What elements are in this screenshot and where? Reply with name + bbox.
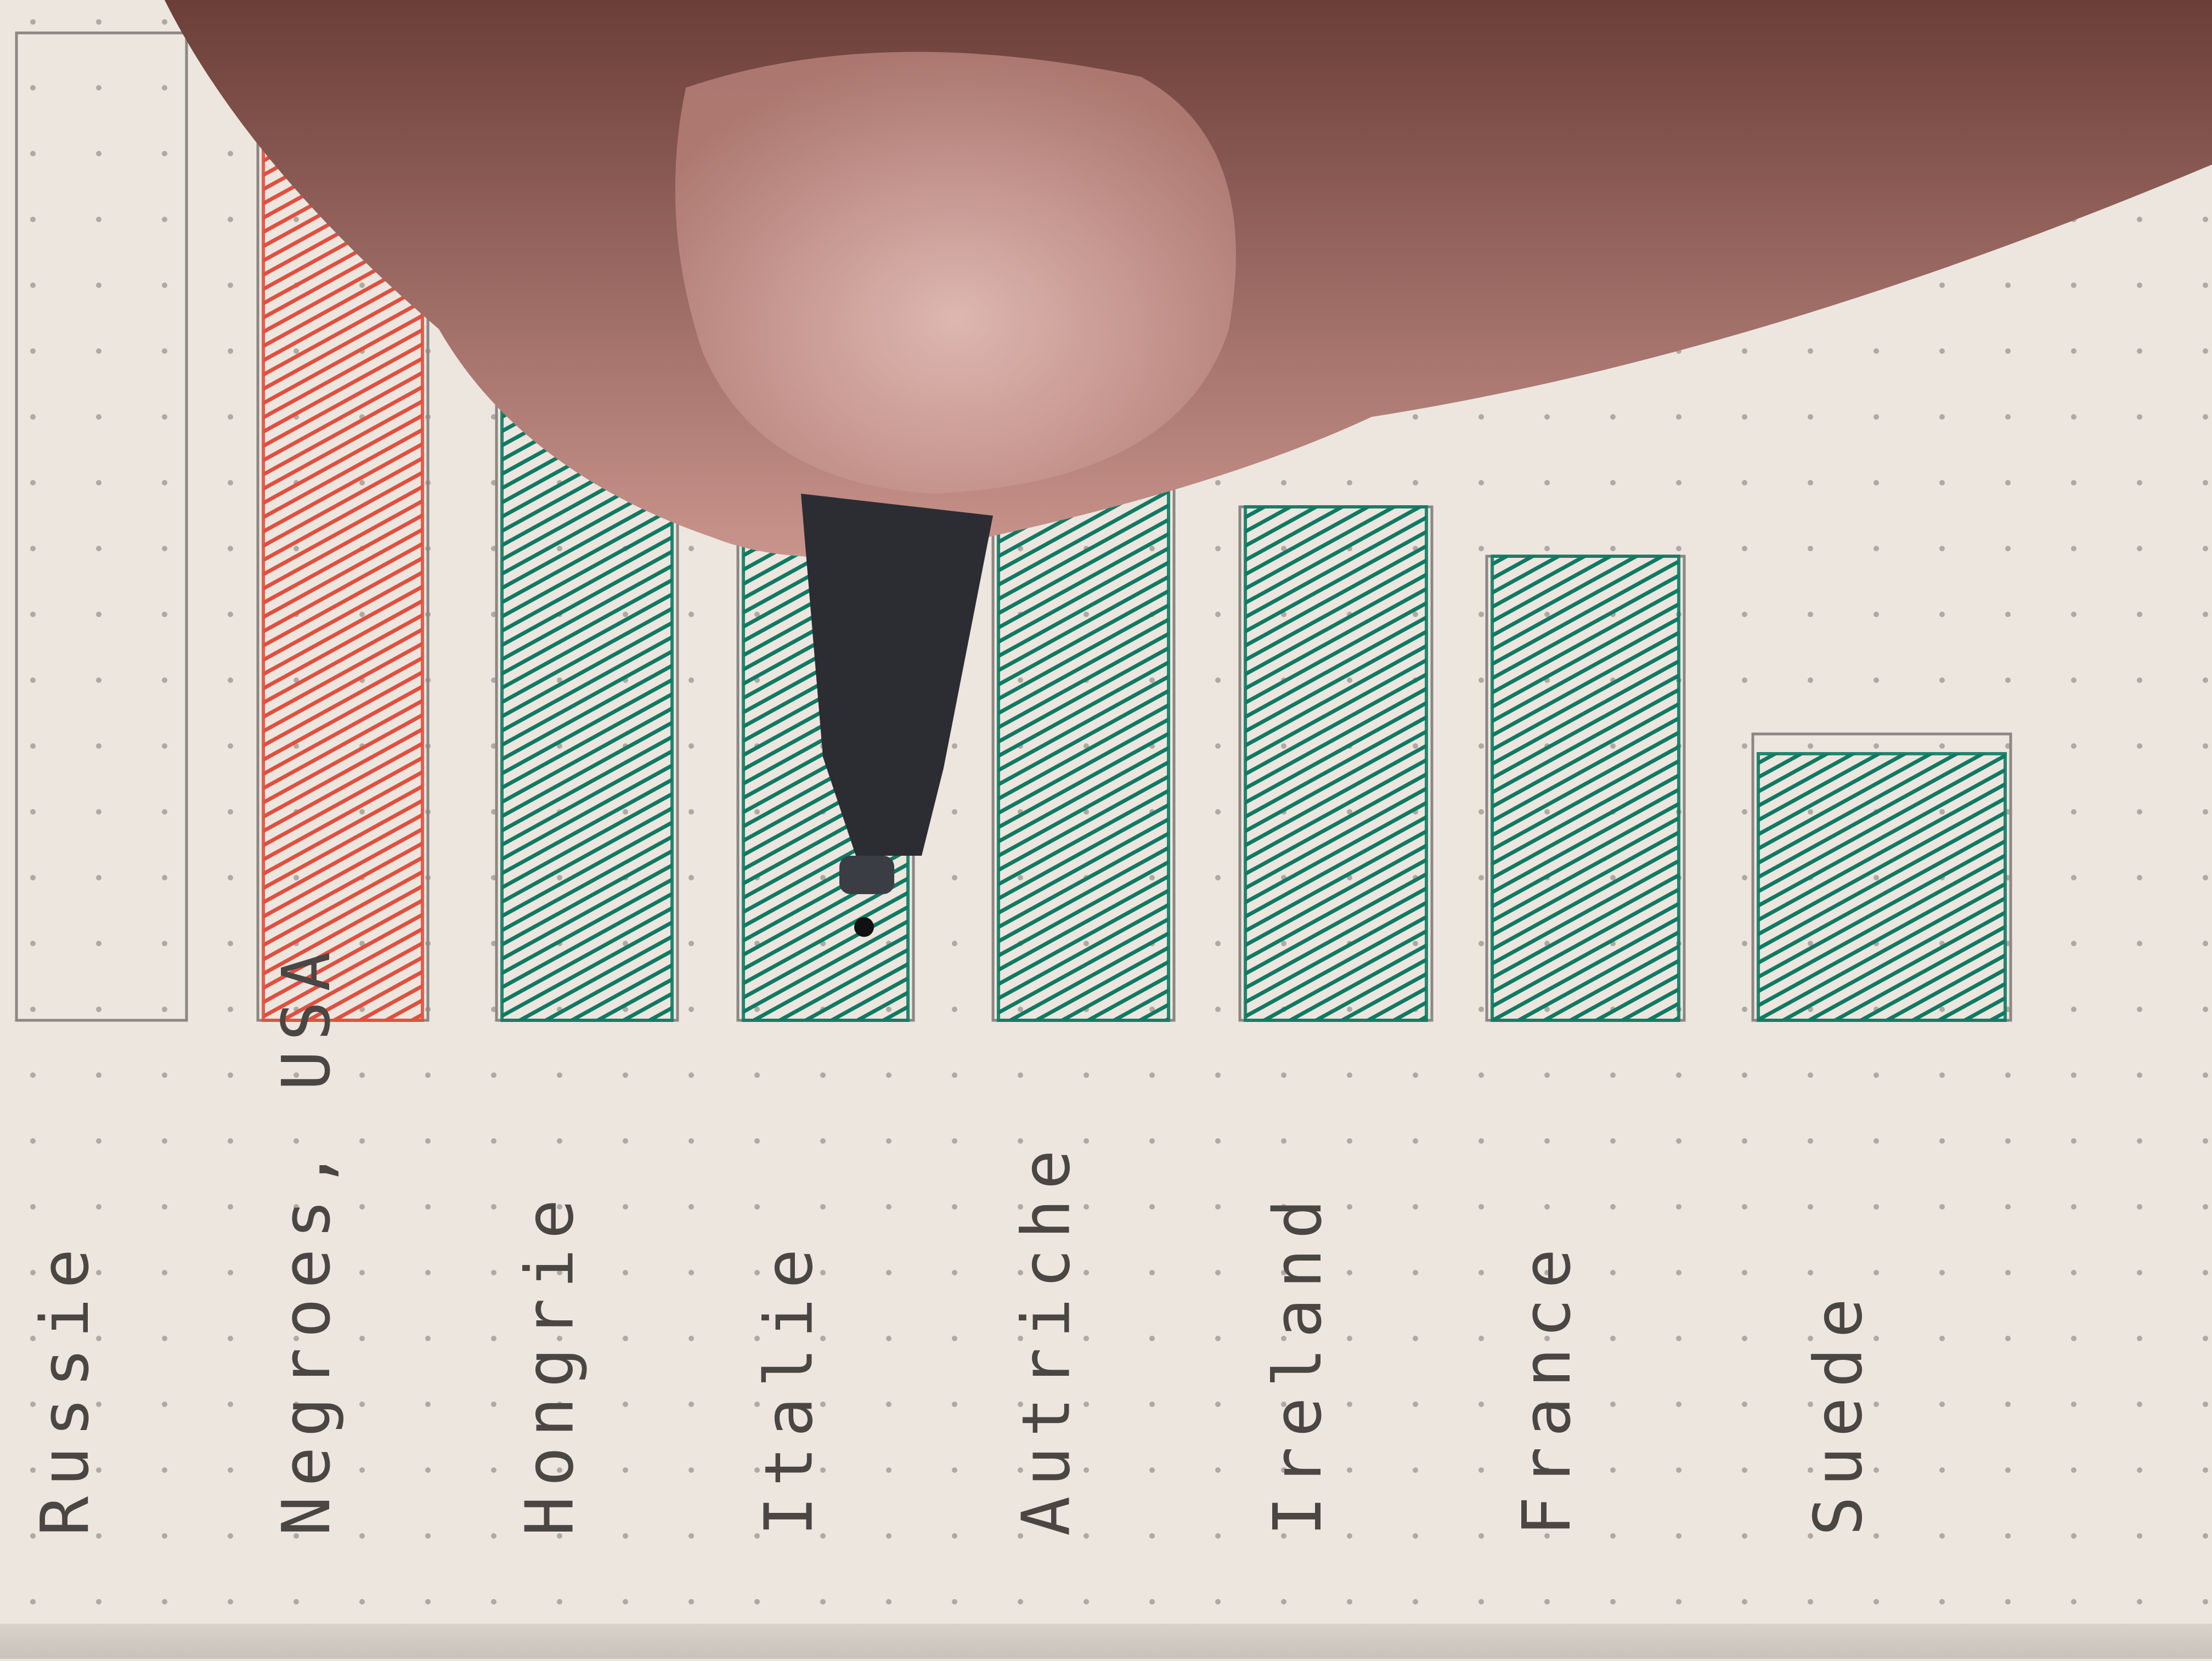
- category-labels: [27, 942, 1877, 1536]
- pen-tip: [854, 917, 874, 937]
- pen: [801, 494, 993, 856]
- thumb-nail: [675, 52, 1236, 494]
- label-suede: Suede: [1801, 1288, 1877, 1536]
- bar-frame-russie: [16, 33, 187, 1020]
- label-autriche: Autriche: [1008, 1140, 1085, 1536]
- bar-fill-suede: [1753, 496, 2011, 1180]
- bar-france: [1487, 359, 1684, 1138]
- bar-frame-suede: [1753, 734, 2011, 1020]
- label-ireland: Ireland: [1260, 1189, 1336, 1536]
- label-france: France: [1509, 1239, 1586, 1536]
- label-russie: Russie: [27, 1239, 104, 1536]
- label-italie: Italie: [751, 1239, 828, 1536]
- bar-suede: [1753, 496, 2011, 1180]
- bar-russie: [16, 33, 187, 1020]
- notebook-page-edge: [0, 1624, 2212, 1659]
- label-negroes-usa: Negroes, USA: [269, 942, 346, 1536]
- pen-grip: [839, 856, 894, 894]
- label-hongrie: Hongrie: [512, 1189, 589, 1536]
